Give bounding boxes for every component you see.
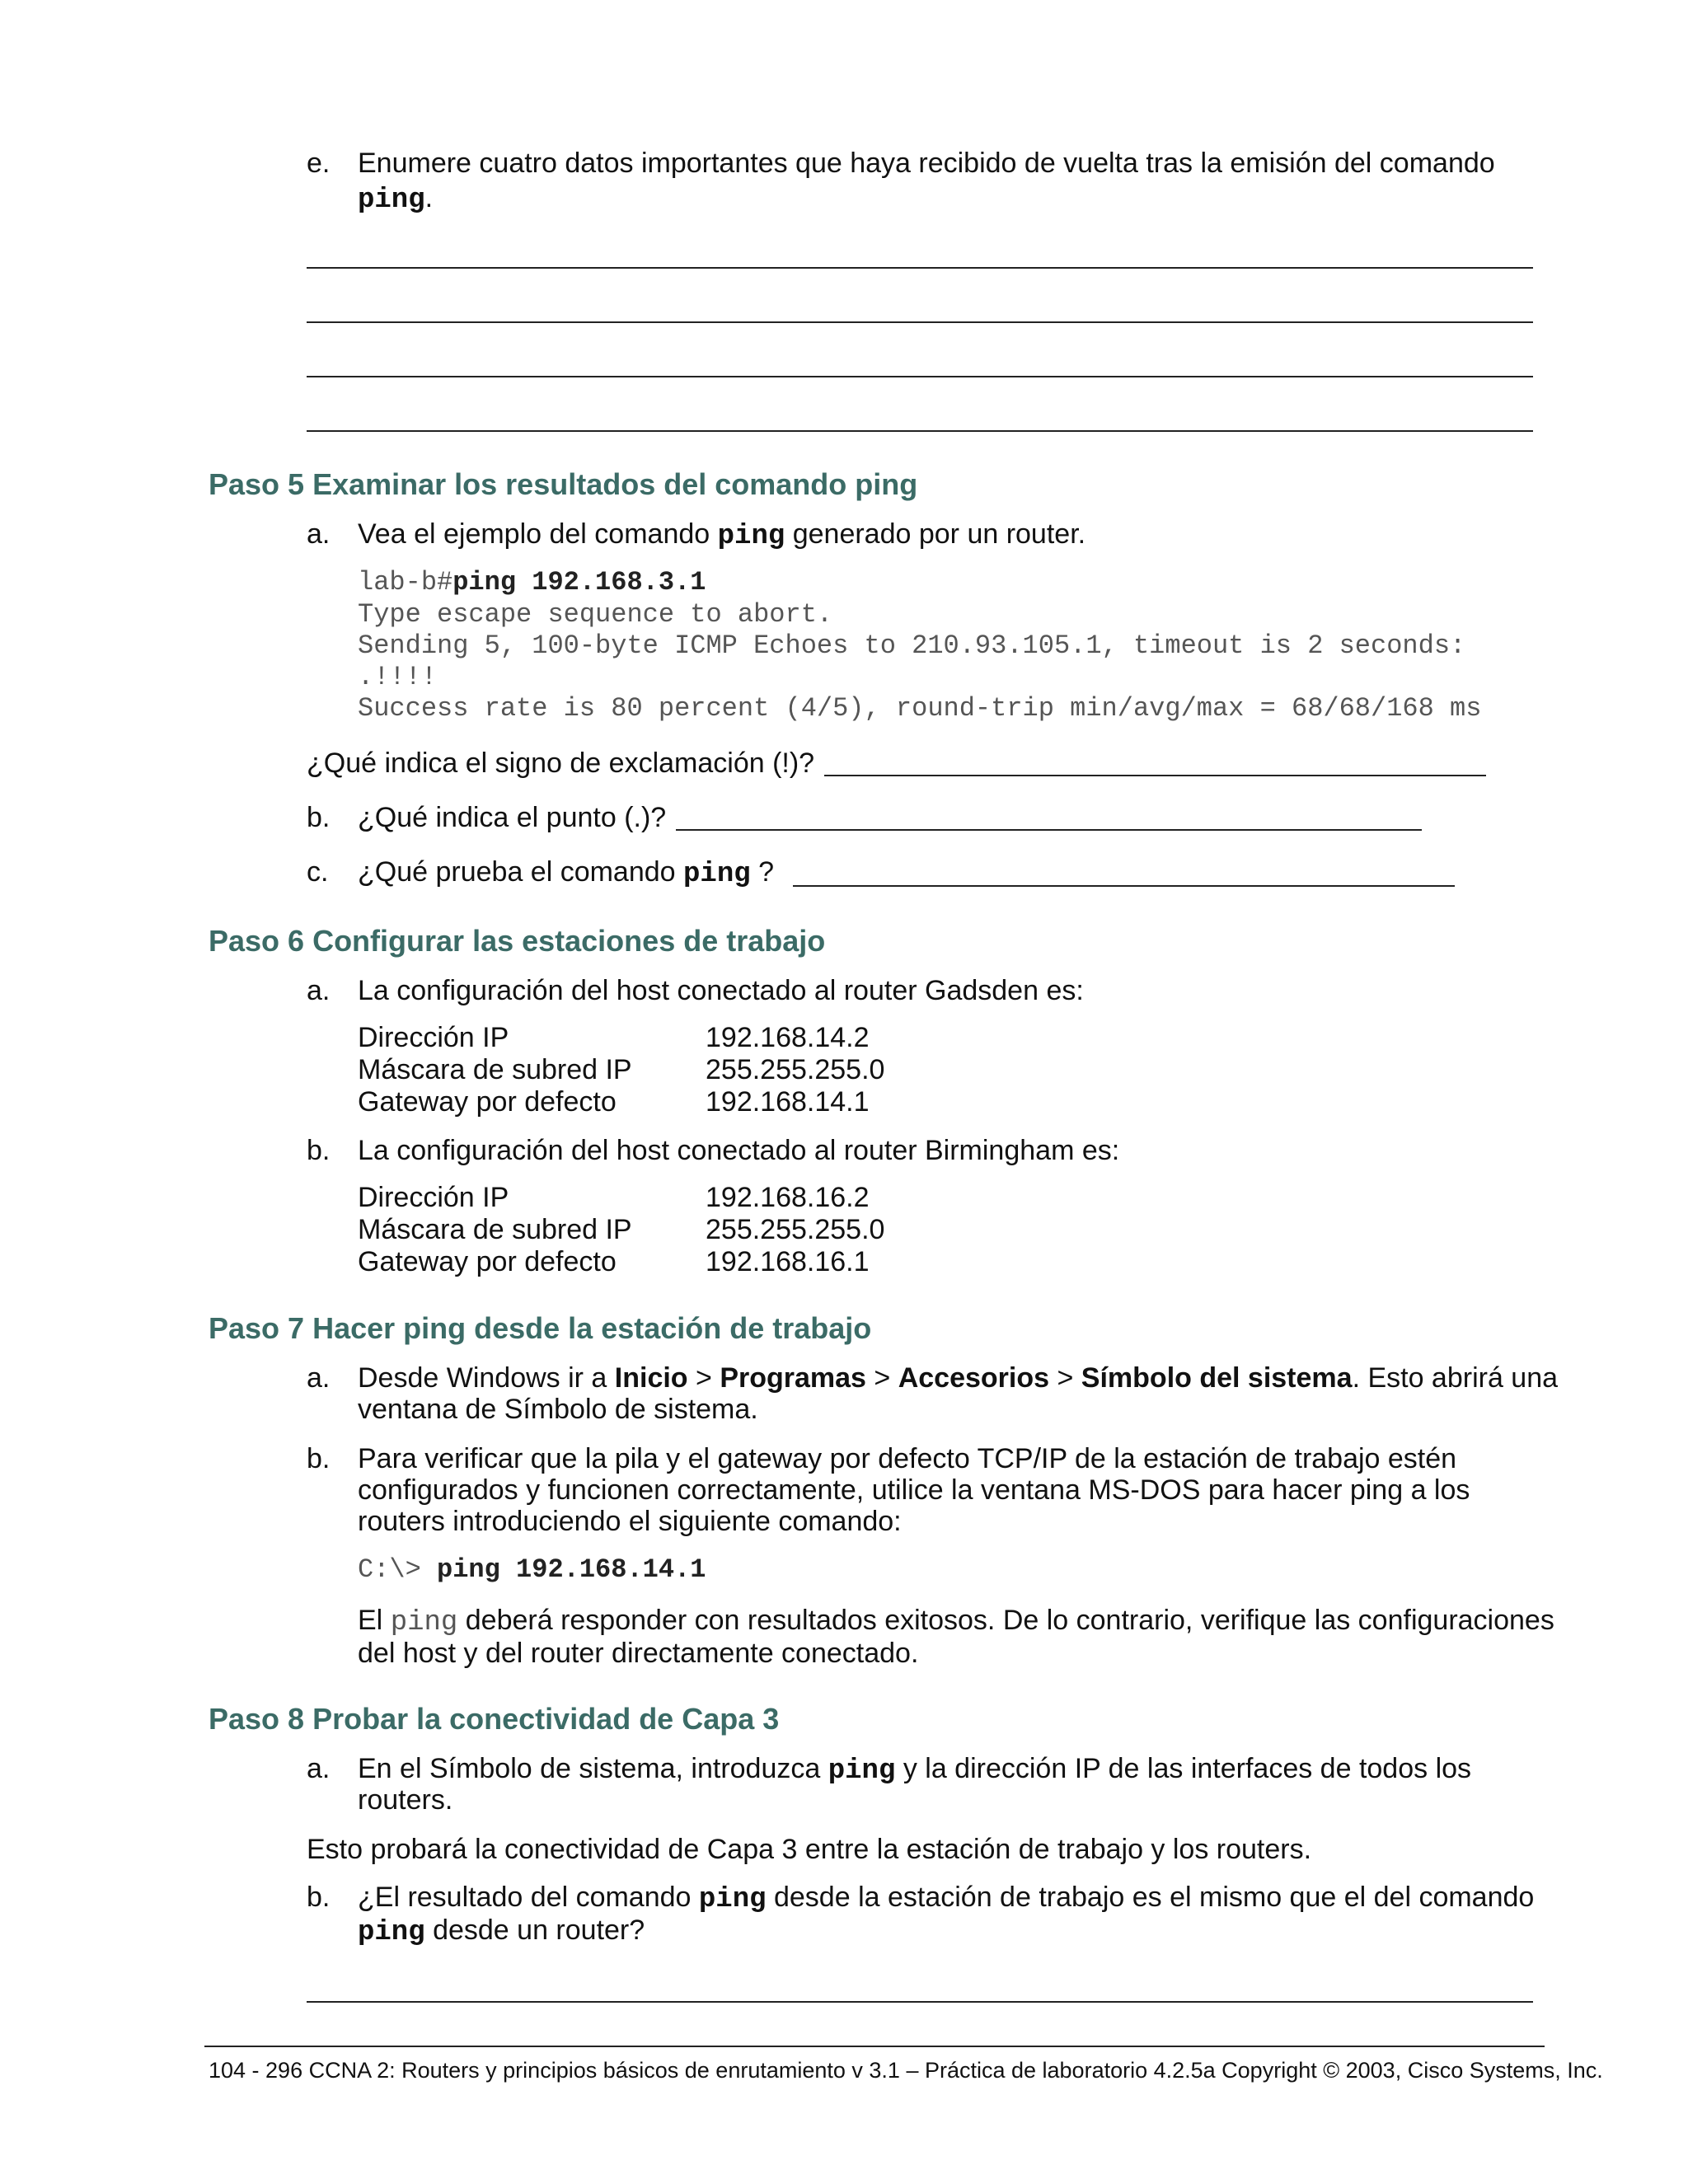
step7-b-text-line2: configurados y funcionen correctamente, utilice la ventana MS-DOS para hacer ping a los	[358, 1474, 1470, 1506]
step7-a-text-line2: ventana de Símbolo de sistema.	[358, 1394, 758, 1425]
step5-b-label: b.	[307, 802, 331, 833]
step7-a-label: a.	[307, 1362, 331, 1394]
exclamation-question: ¿Qué indica el signo de exclamación (!)?	[307, 748, 815, 779]
question-e-text: Enumere cuatro datos importantes que haya recibido de vuelta tras la emisión del comando	[358, 148, 1495, 179]
config-label-ip: Dirección IP	[358, 1182, 509, 1213]
step5-b-text: ¿Qué indica el punto (.)?	[358, 802, 667, 833]
answer-line-2[interactable]	[307, 321, 1533, 323]
question-e-text-line2: ping.	[358, 182, 434, 216]
step8-b-label: b.	[307, 1882, 331, 1913]
birmingham-gateway: 192.168.16.1	[706, 1246, 870, 1277]
gadsden-ip: 192.168.14.2	[706, 1022, 870, 1053]
step8-note: Esto probará la conectividad de Capa 3 entre la estación de trabajo y los routers.	[307, 1834, 1312, 1865]
router-ping-output-line: Sending 5, 100-byte ICMP Echoes to 210.93.105.1, timeout is 2 seconds:	[358, 630, 1466, 661]
step8-b-text: ¿El resultado del comando ping desde la estación de trabajo es el mismo que el del comando	[358, 1882, 1535, 1915]
router-ping-output: lab-b#ping 192.168.3.1	[358, 567, 706, 598]
config-label-mask: Máscara de subred IP	[358, 1054, 632, 1085]
step7-b-text-line3: routers introduciendo el siguiente comando:	[358, 1506, 902, 1537]
step8-b-text-line2: ping desde un router?	[358, 1915, 645, 1948]
dot-answer-line[interactable]	[676, 829, 1422, 831]
footer-divider	[204, 2046, 1545, 2047]
answer-line-3[interactable]	[307, 376, 1533, 377]
step7-a-text: Desde Windows ir a Inicio > Programas > Accesorios > Símbolo del sistema. Esto abrirá una	[358, 1362, 1559, 1394]
question-e-label: e.	[307, 148, 331, 179]
step7-heading: Paso 7 Hacer ping desde la estación de trabajo	[209, 1311, 872, 1345]
ping-command: ping	[358, 185, 425, 216]
step6-a-text: La configuración del host conectado al router Gadsden es:	[358, 975, 1084, 1006]
birmingham-mask: 255.255.255.0	[706, 1214, 885, 1245]
config-label-ip: Dirección IP	[358, 1022, 509, 1053]
step5-c-label: c.	[307, 856, 329, 888]
router-ping-output-line: .!!!!	[358, 662, 438, 692]
step8-a-label: a.	[307, 1753, 331, 1784]
step5-a-label: a.	[307, 518, 331, 550]
step7-result-text: El ping deberá responder con resultados exitosos. De lo contrario, verifique las configuraciones	[358, 1605, 1554, 1638]
workstation-ping-command: C:\> ping 192.168.14.1	[358, 1554, 706, 1585]
step5-a-text: Vea el ejemplo del comando ping generado por un router.	[358, 518, 1086, 552]
config-label-mask: Máscara de subred IP	[358, 1214, 632, 1245]
step8-answer-line[interactable]	[307, 2001, 1533, 2003]
router-ping-output-line: Type escape sequence to abort.	[358, 599, 833, 630]
step8-a-text: En el Símbolo de sistema, introduzca ping y la dirección IP de las interfaces de todos los	[358, 1753, 1472, 1787]
gadsden-mask: 255.255.255.0	[706, 1054, 885, 1085]
step7-result-text-line2: del host y del router directamente conectado.	[358, 1638, 919, 1669]
footer-text: 104 - 296 CCNA 2: Routers y principios básicos de enrutamiento v 3.1 – Práctica de laboratorio 4.2.5a Copyright © 2003, Cisco Systems, Inc.	[209, 2058, 1603, 2083]
step5-heading: Paso 5 Examinar los resultados del comando ping	[209, 467, 918, 501]
gadsden-gateway: 192.168.14.1	[706, 1086, 870, 1118]
answer-line-1[interactable]	[307, 267, 1533, 269]
step8-heading: Paso 8 Probar la conectividad de Capa 3	[209, 1702, 780, 1736]
step6-heading: Paso 6 Configurar las estaciones de trabajo	[209, 924, 826, 958]
answer-line-4[interactable]	[307, 430, 1533, 432]
step5-c-text: ¿Qué prueba el comando ping ?	[358, 856, 775, 890]
step7-b-label: b.	[307, 1443, 331, 1474]
step6-b-text: La configuración del host conectado al router Birmingham es:	[358, 1135, 1120, 1166]
config-label-gateway: Gateway por defecto	[358, 1246, 617, 1277]
step8-a-text-line2: routers.	[358, 1784, 453, 1816]
step6-b-label: b.	[307, 1135, 331, 1166]
exclamation-answer-line[interactable]	[824, 775, 1486, 776]
router-ping-output-line: Success rate is 80 percent (4/5), round-trip min/avg/max = 68/68/168 ms	[358, 693, 1482, 724]
step7-b-text-line1: Para verificar que la pila y el gateway por defecto TCP/IP de la estación de trabajo estén	[358, 1443, 1457, 1474]
birmingham-ip: 192.168.16.2	[706, 1182, 870, 1213]
ping-test-answer-line[interactable]	[793, 885, 1455, 887]
step6-a-label: a.	[307, 975, 331, 1006]
config-label-gateway: Gateway por defecto	[358, 1086, 617, 1118]
